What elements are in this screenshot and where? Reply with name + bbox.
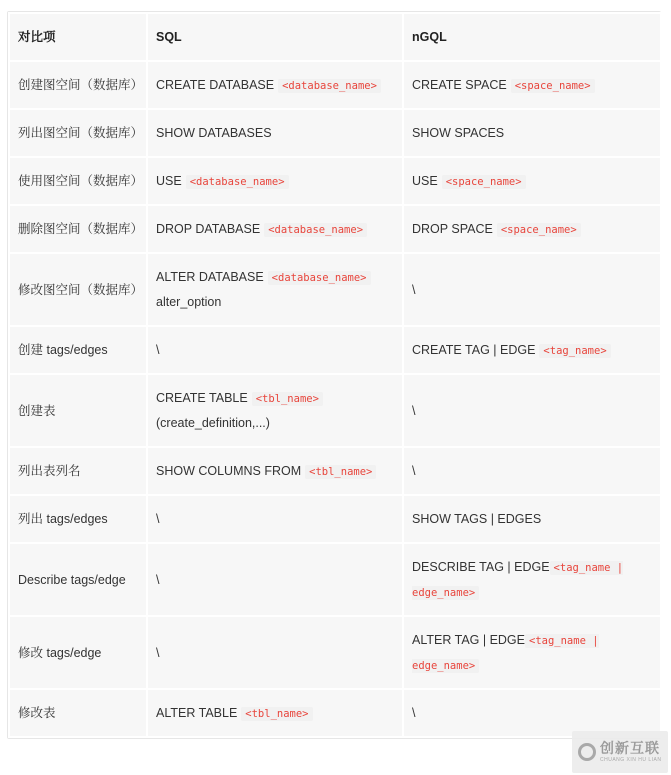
cell-item: Describe tags/edge [9,543,147,616]
ngql-text: DESCRIBE TAG | EDGE [412,559,550,574]
ngql-code: <tag_name | edge_name> [412,561,624,599]
ngql-text: SHOW TAGS | EDGES [412,512,542,526]
sql-text: ALTER TABLE [156,705,238,720]
table-header-row [9,13,661,61]
header-ngql: nGQL [403,13,661,61]
table-row [9,109,661,157]
cell-ngql [403,253,661,326]
sql-code: <tbl_name> [305,465,376,479]
cell-item: 修改表 [9,689,147,737]
cell-item: 使用图空间（数据库） [9,157,147,205]
sql-text: USE [156,173,182,188]
table-row [9,253,661,326]
cell-ngql [403,495,661,543]
cell-sql [147,205,403,253]
cell-sql [147,495,403,543]
table-row [9,543,661,616]
ngql-text: CREATE TAG | EDGE [412,342,536,357]
cell-item: 创建 tags/edges [9,326,147,374]
table-row [9,616,661,689]
cell-ngql [403,326,661,374]
header-sql: SQL [147,13,403,61]
cell-ngql [403,543,661,616]
cell-item: 列出图空间（数据库） [9,109,147,157]
ngql-code: <space_name> [511,79,595,93]
sql-code: <database_name> [278,79,381,93]
cell-ngql [403,205,661,253]
ngql-text: SHOW SPACES [412,126,505,140]
sql-text: SHOW DATABASES [156,126,272,140]
sql-text: DROP DATABASE [156,221,261,236]
sql-text-continued: (create_definition,...) [156,416,270,430]
logo-icon [578,743,596,761]
table-row [9,374,661,447]
watermark-logo [572,731,668,773]
sql-text: \ [156,572,160,587]
table-row [9,689,661,737]
cell-ngql [403,61,661,109]
cell-sql [147,157,403,205]
cell-sql [147,447,403,495]
ngql-text: DROP SPACE [412,221,493,236]
ngql-text: \ [412,403,416,418]
ngql-code: <space_name> [497,223,581,237]
table-row [9,447,661,495]
cell-sql [147,616,403,689]
sql-text: \ [156,645,160,660]
sql-code: <tbl_name> [252,392,323,406]
cell-sql [147,543,403,616]
ngql-code: <tag_name | edge_name> [412,634,599,672]
ngql-text: \ [412,282,416,297]
sql-code: <database_name> [268,271,371,285]
sql-text: CREATE TABLE [156,391,248,405]
cell-item: 列出 tags/edges [9,495,147,543]
comparison-table-container [7,11,661,739]
table-row [9,205,661,253]
ngql-text: USE [412,173,438,188]
cell-sql [147,109,403,157]
ngql-code: <space_name> [442,175,526,189]
sql-text: \ [156,512,160,526]
cell-sql [147,374,403,447]
cell-item: 列出表列名 [9,447,147,495]
ngql-text: \ [412,464,416,478]
cell-ngql [403,447,661,495]
table-row [9,495,661,543]
table-row [9,326,661,374]
sql-code: <database_name> [264,223,367,237]
cell-sql [147,253,403,326]
sql-text: ALTER DATABASE [156,270,264,284]
cell-sql [147,61,403,109]
sql-text-continued: alter_option [156,295,222,309]
cell-ngql [403,157,661,205]
cell-item: 删除图空间（数据库） [9,205,147,253]
cell-sql [147,689,403,737]
ngql-text: CREATE SPACE [412,77,507,92]
sql-text: CREATE DATABASE [156,77,275,92]
cell-ngql [403,109,661,157]
cell-ngql [403,616,661,689]
header-item: 对比项 [9,13,147,61]
table-body [9,61,661,737]
ngql-text: ALTER TAG | EDGE [412,632,525,647]
cell-item: 修改 tags/edge [9,616,147,689]
cell-item: 修改图空间（数据库） [9,253,147,326]
cell-ngql [403,689,661,737]
sql-text: \ [156,343,160,357]
table-row [9,157,661,205]
cell-item: 创建表 [9,374,147,447]
logo-sub: CHUANG XIN HU LIAN [600,757,662,763]
comparison-table [8,12,662,738]
cell-ngql [403,374,661,447]
table-row [9,61,661,109]
sql-code: <database_name> [186,175,289,189]
cell-item: 创建图空间（数据库） [9,61,147,109]
ngql-code: <tag_name> [539,344,610,358]
logo-brand: 创新互联 [600,740,660,756]
ngql-text: \ [412,706,416,720]
sql-text: SHOW COLUMNS FROM [156,463,302,478]
sql-code: <tbl_name> [241,707,312,721]
cell-sql [147,326,403,374]
